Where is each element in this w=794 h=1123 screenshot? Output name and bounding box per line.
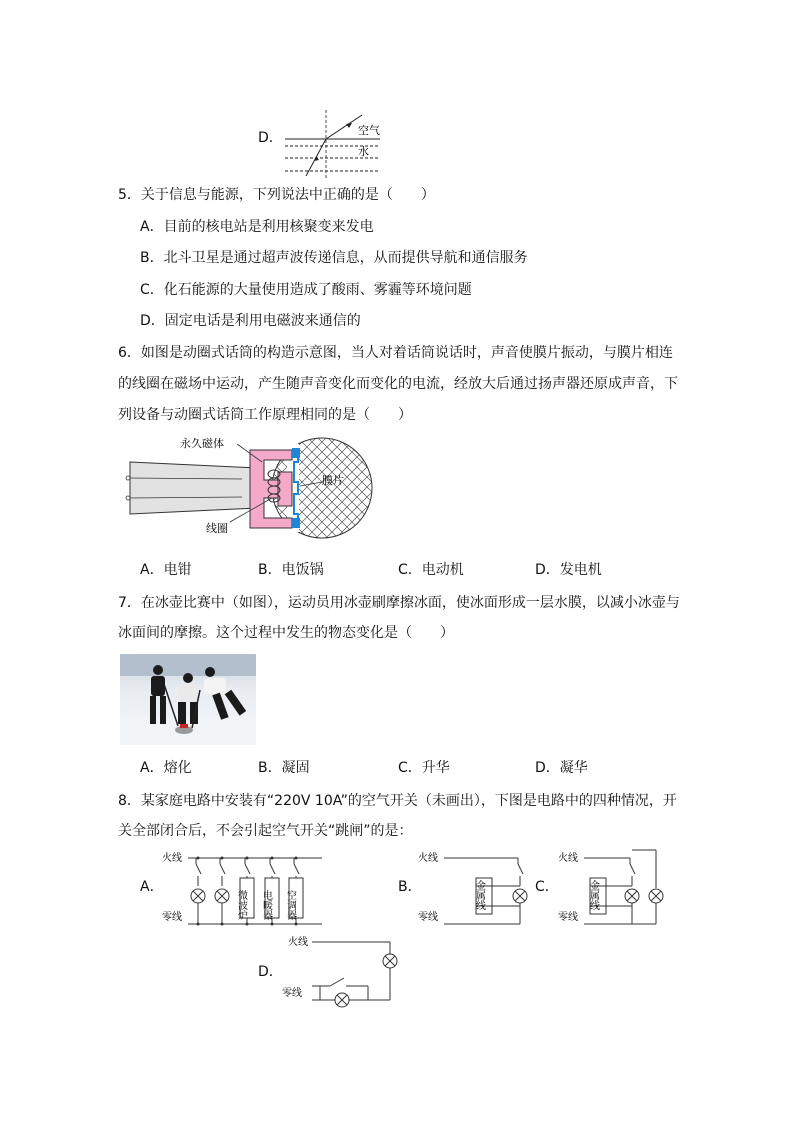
circuit-c-neutral: 零线 — [558, 912, 578, 923]
aircon-label: 空调器 — [284, 890, 296, 920]
microwave-label: 微波炉 — [235, 890, 247, 920]
q8-option-b-label[interactable]: B． — [398, 879, 422, 895]
circuit-c — [558, 846, 670, 930]
q7-option-d[interactable]: D．凝华 — [535, 760, 588, 776]
circuit-b-metal-wire-label: 金属线 — [473, 880, 485, 910]
circuit-b-live: 火线 — [418, 853, 438, 864]
coil-label: 线圈 — [206, 522, 228, 535]
q4-refraction-diagram — [280, 110, 390, 180]
q5-option-b[interactable]: B．北斗卫星是通过超声波传递信息，从而提供导航和通信服务 — [140, 250, 528, 266]
circuit-a-neutral: 零线 — [162, 912, 182, 923]
circuit-d-neutral: 零线 — [282, 988, 302, 999]
q5-stem: 5．关于信息与能源，下列说法中正确的是（ ） — [118, 187, 435, 203]
magnet-label: 永久磁体 — [180, 437, 224, 450]
circuit-c-live: 火线 — [558, 853, 578, 864]
q6-stem-line1: 6．如图是动圈式话筒的构造示意图，当人对着话筒说话时，声音使膜片振动，与膜片相连 — [118, 345, 673, 361]
q4-option-d-label[interactable]: D． — [258, 130, 283, 146]
q6-option-c[interactable]: C．电动机 — [398, 562, 464, 578]
circuit-d-live: 火线 — [288, 937, 308, 948]
air-label: 空气 — [358, 124, 380, 137]
q8-option-a-label[interactable]: A． — [140, 879, 164, 895]
heater-label: 电暖器 — [260, 890, 272, 920]
circuit-b — [418, 846, 538, 930]
q5-option-a[interactable]: A．目前的核电站是利用核聚变来发电 — [140, 219, 374, 235]
q7-stem-line2: 冰面间的摩擦。这个过程中发生的物态变化是（ ） — [118, 625, 454, 641]
q8-stem-line2: 关全部闭合后，不会引起空气开关“跳闸”的是： — [118, 823, 413, 839]
q8-stem-line1: 8．某家庭电路中安装有“220V 10A”的空气开关（未画出），下图是电路中的四种情况，开 — [118, 793, 677, 809]
q6-option-b[interactable]: B．电饭锅 — [258, 562, 324, 578]
q6-stem-line3: 列设备与动圈式话筒工作原理相同的是（ ） — [118, 407, 412, 423]
q5-option-d[interactable]: D．固定电话是利用电磁波来通信的 — [140, 313, 361, 329]
circuit-a-live: 火线 — [162, 853, 182, 864]
circuit-b-neutral: 零线 — [418, 912, 438, 923]
q7-option-b[interactable]: B．凝固 — [258, 760, 310, 776]
curling-photo — [120, 654, 256, 745]
q5-option-c[interactable]: C．化石能源的大量使用造成了酸雨、雾霾等环境问题 — [140, 282, 472, 298]
water-label: 水 — [358, 145, 369, 158]
q6-stem-line2: 的线圈在磁场中运动，产生随声音变化而变化的电流，经放大后通过扬声器还原成声音，下 — [118, 376, 678, 392]
q6-option-a[interactable]: A．电钳 — [140, 562, 192, 578]
circuit-a — [162, 846, 332, 930]
q7-option-c[interactable]: C．升华 — [398, 760, 450, 776]
circuit-d — [282, 928, 402, 1010]
microphone-diagram — [122, 432, 377, 544]
q6-option-d[interactable]: D．发电机 — [535, 562, 602, 578]
circuit-c-metal-wire-label: 金属线 — [587, 880, 599, 910]
membrane-label: 膜片 — [322, 474, 344, 487]
q8-option-d-label[interactable]: D． — [258, 964, 283, 980]
q8-option-c-label[interactable]: C． — [535, 879, 559, 895]
q7-option-a[interactable]: A．熔化 — [140, 760, 192, 776]
q7-stem-line1: 7．在冰壶比赛中（如图），运动员用冰壶刷摩擦冰面，使冰面形成一层水膜，以减小冰壶与 — [118, 595, 680, 611]
